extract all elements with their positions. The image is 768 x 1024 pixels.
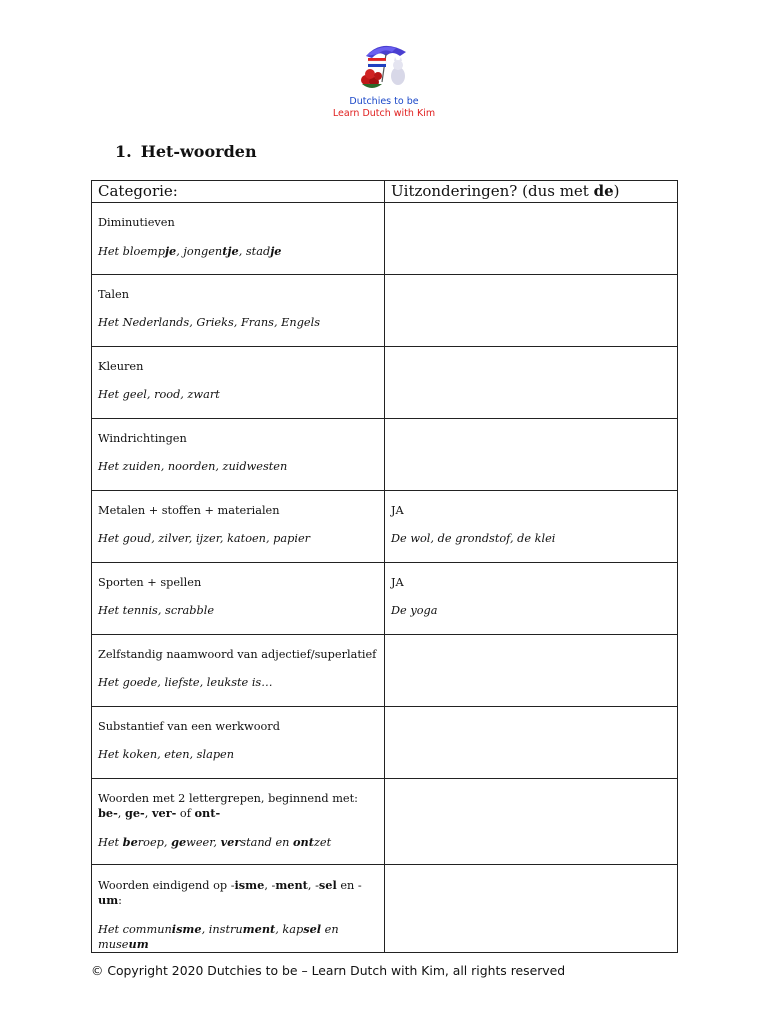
section-number: 1.	[115, 142, 132, 161]
table-row	[92, 635, 678, 707]
category-example: Het tennis, scrabble	[98, 604, 215, 617]
exception-label: JA	[391, 504, 404, 517]
copyright-footer: © Copyright 2020 Dutchies to be – Learn Dutch with Kim, all rights reserved	[91, 963, 566, 978]
exception-label: JA	[391, 576, 404, 589]
category-example: Het goud, zilver, ijzer, katoen, papier	[98, 532, 311, 545]
category-cell	[92, 203, 385, 275]
category-label: Diminutieven	[98, 216, 175, 229]
category-cell	[92, 635, 385, 707]
category-cell	[92, 275, 385, 347]
exception-cell	[385, 779, 678, 865]
category-label: Substantief van een werkwoord	[98, 720, 280, 733]
exception-cell	[385, 419, 678, 491]
category-cell	[92, 865, 385, 953]
category-example: Het geel, rood, zwart	[98, 388, 220, 401]
category-example: Het zuiden, noorden, zuidwesten	[98, 460, 288, 473]
table-row	[92, 419, 678, 491]
category-cell	[92, 779, 385, 865]
category-label: Talen	[98, 288, 129, 301]
exception-cell	[385, 563, 678, 635]
category-label: Windrichtingen	[98, 432, 187, 445]
category-label: Woorden met 2 lettergrepen, beginnend met: be-, ge-, ver- of ont-	[98, 792, 358, 820]
header-text-end: )	[613, 182, 620, 200]
section-title: Het-woorden	[140, 142, 257, 161]
table-row	[92, 275, 678, 347]
category-label: Woorden eindigend op -isme, -ment, -sel en -um:	[98, 878, 362, 907]
header-categorie: Categorie:	[92, 181, 385, 203]
table-row	[92, 865, 678, 953]
logo-line-2: Learn Dutch with Kim	[332, 108, 436, 119]
category-label: Metalen + stoffen + materialen	[98, 504, 280, 517]
category-example: Het communisme, instrument, kapsel en museum	[98, 922, 339, 951]
exception-cell	[385, 347, 678, 419]
category-example: Het goede, liefste, leukste is…	[98, 676, 273, 689]
table-row	[92, 563, 678, 635]
table-row	[92, 491, 678, 563]
header-uitzonderingen	[385, 181, 678, 203]
header-bold-de: de	[593, 182, 614, 200]
category-example: Het beroep, geweer, verstand en ontzet	[98, 835, 332, 849]
table-row	[92, 347, 678, 419]
category-cell	[92, 347, 385, 419]
category-example: Het koken, eten, slapen	[98, 748, 235, 761]
category-cell	[92, 419, 385, 491]
table-header-row	[92, 181, 678, 203]
table-row	[92, 707, 678, 779]
exception-example: De yoga	[391, 604, 438, 617]
logo-line-1: Dutchies to be	[349, 96, 419, 107]
exception-cell	[385, 275, 678, 347]
het-woorden-table	[91, 180, 678, 953]
header-text: Uitzonderingen? (dus met	[391, 182, 594, 200]
category-example: Het Nederlands, Grieks, Frans, Engels	[98, 316, 321, 329]
logo-umbrella-cat-icon	[352, 42, 416, 94]
exception-cell	[385, 635, 678, 707]
category-label: Zelfstandig naamwoord van adjectief/superlatief	[98, 648, 377, 661]
category-cell	[92, 563, 385, 635]
exception-cell	[385, 865, 678, 953]
exception-cell	[385, 707, 678, 779]
exception-cell	[385, 491, 678, 563]
exception-example: De wol, de grondstof, de klei	[391, 532, 556, 545]
table-row	[92, 203, 678, 275]
category-cell	[92, 707, 385, 779]
exception-cell	[385, 203, 678, 275]
table-row	[92, 779, 678, 865]
category-label: Sporten + spellen	[98, 576, 202, 589]
category-cell	[92, 491, 385, 563]
category-example: Het bloempje, jongentje, stadje	[98, 244, 282, 258]
logo	[330, 42, 438, 120]
category-label: Kleuren	[98, 360, 144, 373]
section-heading	[115, 142, 257, 161]
